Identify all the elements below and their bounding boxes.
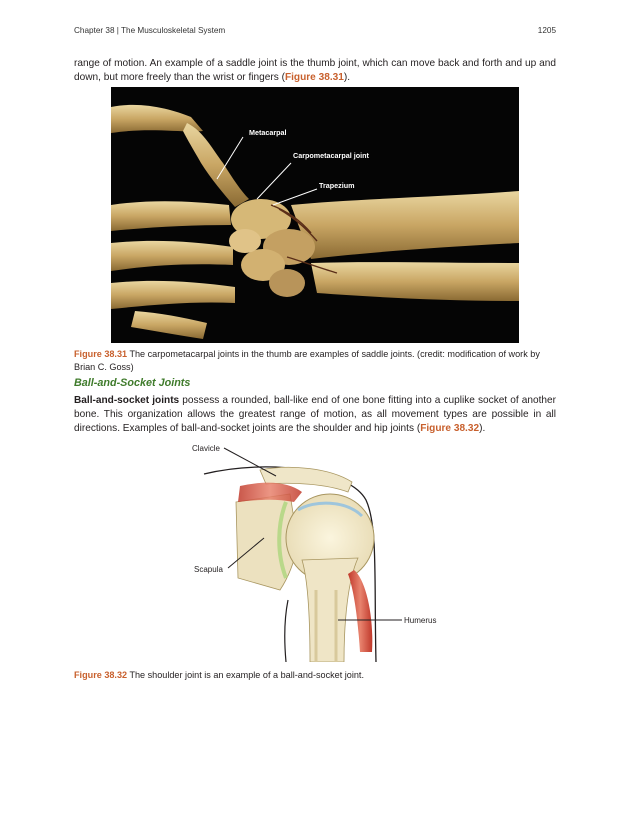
caption-label: Figure 38.32 — [74, 670, 128, 680]
ball-socket-paragraph — [74, 394, 556, 437]
term-ball-and-socket: Ball-and-socket joints — [74, 395, 180, 406]
carpometacarpal-joint-label: Carpometacarpal joint — [293, 151, 369, 160]
figure-38-31-caption — [74, 348, 556, 374]
page-header — [74, 26, 556, 40]
section-end: ). — [479, 423, 486, 435]
scapula-label: Scapula — [194, 565, 223, 574]
caption-text: The carpometacarpal joints in the thumb are examples of saddle joints. (credit: modification of work by Brian C. Goss) — [74, 349, 540, 372]
humerus-label: Humerus — [404, 616, 437, 625]
figure-38-31-link[interactable]: Figure 38.31 — [284, 72, 344, 84]
section-heading: Ball-and-Socket Joints — [74, 377, 191, 389]
caption-label: Figure 38.31 — [74, 349, 128, 359]
intro-paragraph — [74, 57, 556, 85]
intro-end: ). — [343, 72, 351, 84]
trapezium-label: Trapezium — [319, 181, 355, 190]
intro-text: range of motion. An example of a saddle joint is the thumb joint, which can move back and forth and up and down, but more freely than the wrist or fingers ( — [74, 58, 556, 84]
page-number: 1205 — [537, 26, 556, 35]
caption-text: The shoulder joint is an example of a ball-and-socket joint. — [127, 670, 364, 680]
section-text: possess a rounded, ball-like end of one bone fitting into a cuplike socket of another bone. This organization allows the greatest range of motion, as all movement types are possible in all directions. Examples of ball-and-socket joints are the shoulder and hip joints ( — [74, 395, 556, 435]
thumb-bones-photo — [111, 87, 519, 343]
metacarpal-label: Metacarpal — [249, 128, 287, 137]
figure-38-32-link[interactable]: Figure 38.32 — [420, 423, 480, 435]
figure-38-32-caption — [74, 669, 556, 682]
chapter-title: Chapter 38 | The Musculoskeletal System — [74, 26, 226, 35]
clavicle-label: Clavicle — [192, 444, 221, 453]
shoulder-joint-diagram — [190, 440, 445, 662]
